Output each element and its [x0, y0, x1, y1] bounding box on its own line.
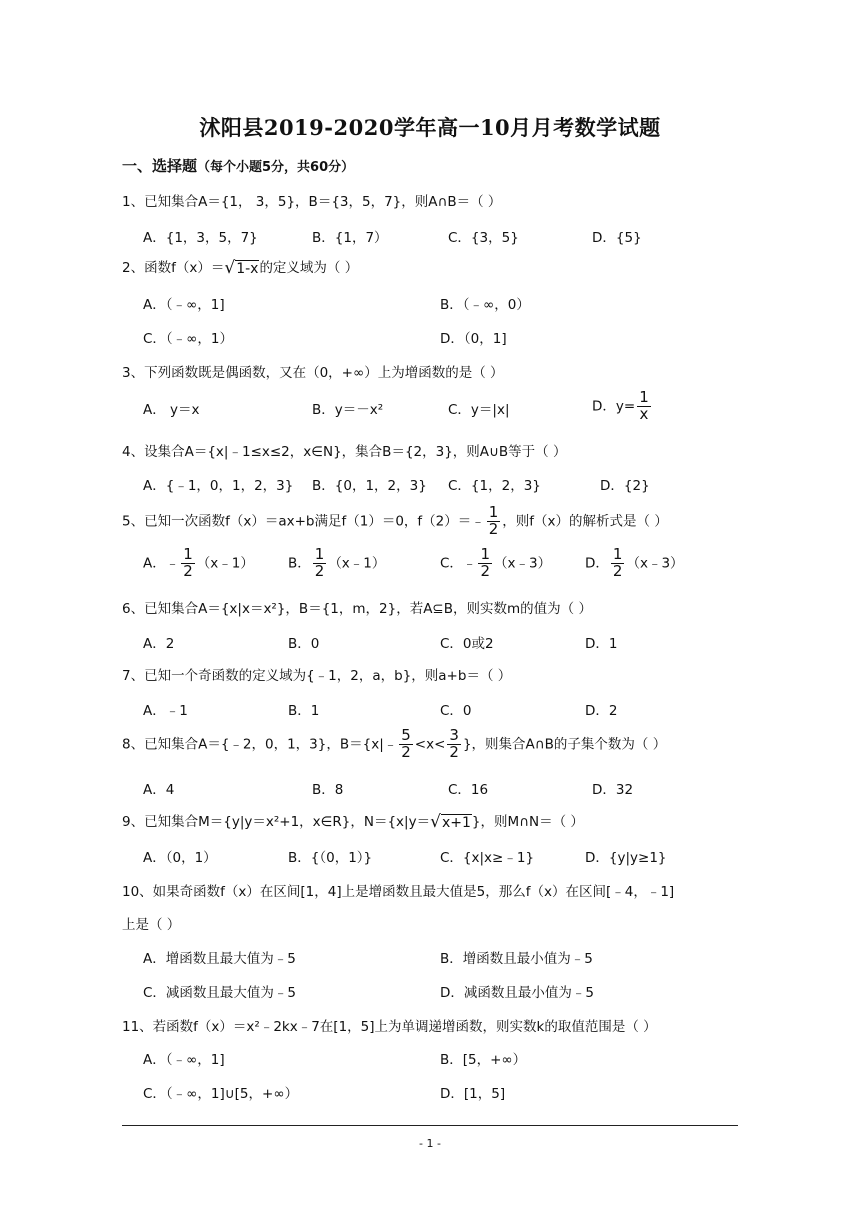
numerator: 1: [480, 545, 490, 563]
sqrt-expression: √1-x: [224, 258, 259, 278]
sqrt-radicand: 1-x: [236, 261, 259, 277]
question-9-option-d[interactable]: D．{y|y≥1}: [585, 850, 667, 866]
fraction: [313, 547, 327, 580]
question-9-stem: [122, 810, 584, 832]
question-10-stem-line2: 上是（ ）: [122, 917, 181, 933]
question-1-option-c[interactable]: C．{3，5}: [448, 230, 519, 246]
question-9-option-c[interactable]: C．{x|x≥﹣1}: [440, 850, 535, 866]
question-7-stem: 7、已知一个奇函数的定义域为{﹣1，2，a，b}，则a+b＝（ ）: [122, 668, 512, 684]
question-6-option-d[interactable]: D．1: [585, 636, 618, 652]
denominator: 2: [183, 561, 193, 580]
question-11-option-c[interactable]: C．（﹣∞，1]∪[5，+∞）: [143, 1086, 299, 1102]
section-heading: [122, 155, 354, 176]
question-4-option-d[interactable]: D．{2}: [600, 478, 650, 494]
question-4-option-b[interactable]: B．{0，1，2，3}: [312, 478, 427, 494]
question-4-stem: 4、设集合A＝{x|﹣1≤x≤2，x∈N}，集合B＝{2，3}，则A∪B等于（ ）: [122, 444, 567, 460]
question-2-option-b[interactable]: B．（﹣∞，0）: [440, 297, 530, 313]
sqrt-radicand: x+1: [441, 815, 471, 831]
fraction: [181, 547, 195, 580]
question-8-option-b[interactable]: B．8: [312, 782, 344, 798]
frac-prefix: y=: [615, 398, 636, 415]
question-5-option-b[interactable]: [288, 547, 385, 580]
question-10-option-a[interactable]: A．增函数且最大值为﹣5: [143, 951, 296, 967]
denominator: x: [639, 404, 649, 423]
question-5-option-c[interactable]: [440, 547, 551, 580]
question-2-option-a[interactable]: A．（﹣∞，1]: [143, 297, 225, 313]
question-11-option-a[interactable]: A．（﹣∞，1]: [143, 1052, 225, 1068]
option-suffix: （x﹣1）: [328, 555, 386, 572]
option-prefix: C．﹣: [440, 555, 477, 572]
question-8-option-a[interactable]: A．4: [143, 782, 175, 798]
question-9-stem-pre: 9、已知集合M＝{y|y＝x²+1，x∈R}，N＝{x|y＝: [122, 814, 431, 830]
question-8-stem-mid: <x<: [414, 736, 446, 753]
question-1-option-b[interactable]: B．{1，7）: [312, 230, 388, 246]
question-6-option-a[interactable]: A．2: [143, 636, 175, 652]
denominator: 2: [314, 561, 325, 580]
fraction: [399, 728, 413, 761]
question-11-option-d[interactable]: D．[1，5]: [440, 1086, 506, 1102]
question-2-stem: [122, 256, 358, 278]
option-prefix: A．﹣: [143, 555, 180, 572]
denominator: 2: [449, 742, 459, 761]
question-6-option-c[interactable]: C．0或2: [440, 636, 494, 652]
question-10-option-d[interactable]: D．减函数且最小值为﹣5: [440, 985, 594, 1001]
question-5-stem: [122, 505, 668, 538]
question-3-option-d-label: D．: [592, 398, 616, 415]
numerator: 1: [183, 545, 193, 563]
question-3-stem: 3、下列函数既是偶函数，又在（0，+∞）上为增函数的是（ ）: [122, 365, 504, 381]
question-8-stem: [122, 728, 666, 761]
question-1-option-a[interactable]: A．{1，3，5，7}: [143, 230, 258, 246]
question-8-stem-pre: 8、已知集合A＝{﹣2，0，1，3}，B＝{x|﹣: [122, 736, 398, 753]
question-10-option-b[interactable]: B．增函数且最小值为﹣5: [440, 951, 593, 967]
question-5-stem-pre: 5、已知一次函数f（x）＝ax+b满足f（1）＝0，f（2）＝﹣: [122, 513, 485, 530]
question-2-stem-post: 的定义域为（ ）: [259, 260, 359, 276]
footer-divider: [122, 1125, 738, 1126]
fraction: [611, 547, 625, 580]
question-6-stem: 6、已知集合A＝{x|x＝x²}，B＝{1，m，2}，若A⊆B，则实数m的值为（ ）: [122, 601, 592, 617]
question-8-option-c[interactable]: C．16: [448, 782, 489, 798]
question-7-option-a[interactable]: A．﹣1: [143, 703, 188, 719]
question-1-stem: 1、已知集合A＝{1， 3，5}，B＝{3，5，7}，则A∩B＝（ ）: [122, 194, 502, 210]
question-6-option-b[interactable]: B．0: [288, 636, 320, 652]
question-7-option-c[interactable]: C．0: [440, 703, 472, 719]
question-11-option-b[interactable]: B．[5，+∞）: [440, 1052, 527, 1068]
question-10-option-c[interactable]: C．减函数且最大值为﹣5: [143, 985, 297, 1001]
option-suffix: （x﹣3）: [626, 555, 684, 572]
denominator: 2: [401, 742, 411, 761]
question-2-stem-pre: 2、函数f（x）＝: [122, 260, 225, 276]
page-title: 沭阳县2019-2020学年高一10月月考数学试题: [199, 115, 661, 140]
denominator: 2: [612, 561, 623, 580]
option-prefix: B．: [288, 555, 311, 572]
denominator: 2: [488, 519, 499, 538]
question-8-stem-post: }，则集合A∩B的子集个数为（ ）: [462, 736, 667, 753]
fraction: [637, 390, 651, 423]
question-5-stem-post: ，则f（x）的解析式是（ ）: [502, 513, 668, 530]
question-4-option-c[interactable]: C．{1，2，3}: [448, 478, 541, 494]
section-heading-text: 一、选择题: [122, 157, 198, 175]
question-11-stem: 11、若函数f（x）＝x²﹣2kx﹣7在[1，5]上为单调递增函数，则实数k的取值范围是（ ）: [122, 1019, 657, 1035]
question-4-option-a[interactable]: A．{﹣1，0，1，2，3}: [143, 478, 294, 494]
fraction: [447, 728, 461, 761]
question-7-option-b[interactable]: B．1: [288, 703, 320, 719]
question-10-stem: 10、如果奇函数f（x）在区间[1，4]上是增函数且最大值是5，那么f（x）在区间[﹣4，﹣1]: [122, 884, 675, 900]
numerator: 1: [314, 545, 325, 563]
section-note: （每个小题5分，共60分）: [197, 160, 355, 175]
question-9-option-a[interactable]: A．（0，1）: [143, 850, 217, 866]
option-suffix: （x﹣3）: [493, 555, 552, 572]
option-suffix: （x﹣1）: [196, 555, 254, 572]
numerator: 3: [449, 726, 459, 744]
fraction: [478, 547, 492, 580]
question-2-option-c[interactable]: C．（﹣∞，1）: [143, 331, 234, 347]
question-7-option-d[interactable]: D．2: [585, 703, 618, 719]
question-3-option-c[interactable]: C．y＝|x|: [448, 402, 510, 418]
question-9-option-b[interactable]: B．{（0，1）}: [288, 850, 373, 866]
question-9-stem-post: }，则M∩N＝（ ）: [471, 814, 584, 830]
denominator: 2: [480, 561, 490, 580]
question-1-option-d[interactable]: D．{5}: [592, 230, 642, 246]
question-3-option-a[interactable]: A． y＝x: [143, 402, 200, 418]
fraction: [487, 505, 501, 538]
question-3-option-b[interactable]: B．y＝－x²: [312, 402, 384, 418]
question-2-option-d[interactable]: D．（0，1]: [440, 331, 507, 347]
sqrt-expression: √x+1: [430, 812, 471, 832]
question-5-option-d[interactable]: [585, 547, 684, 580]
question-5-option-a[interactable]: [143, 547, 254, 580]
question-8-option-d[interactable]: D．32: [592, 782, 634, 798]
question-3-option-d[interactable]: [592, 390, 653, 423]
option-prefix: D．: [585, 555, 609, 572]
page-number: - 1 -: [419, 1137, 441, 1150]
numerator: 5: [401, 726, 411, 744]
numerator: 1: [488, 503, 499, 521]
numerator: 1: [639, 388, 649, 406]
numerator: 1: [612, 545, 623, 563]
